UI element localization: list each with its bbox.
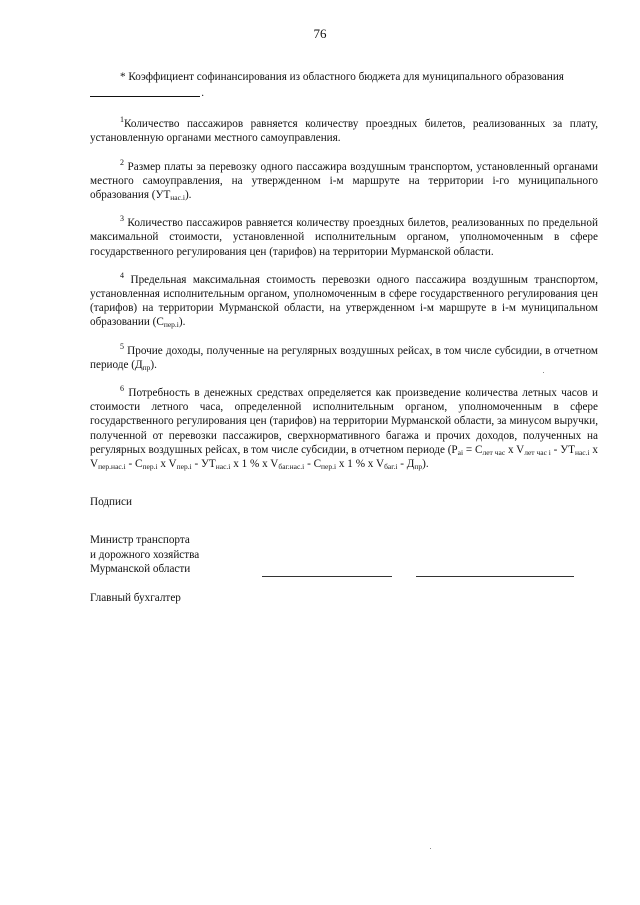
formula-sub: нас.i [215, 462, 231, 472]
formula-text: x V [157, 458, 177, 471]
formula-sub: пер.i [321, 462, 337, 472]
footnote-2-mark: 2 [120, 157, 124, 167]
footnote-3 [90, 216, 598, 259]
footnote-4-text: Предельная максимальная стоимость перевозки одного пассажира воздушным транспортом, установленная исполнительным органом, уполномоченным в сфере государственного регулирования цен (тарифов) на территории Мурманской области, на утвержденном i-м маршруте в i-м муниципальном образовании (С [90, 273, 598, 329]
blank-line-period: . [201, 87, 204, 99]
formula-text: - С [125, 458, 143, 471]
formula-sub: пр [414, 462, 423, 472]
footnote-star-text: Коэффициент софинансирования из областного бюджета для муниципального образования [125, 71, 564, 83]
formula-text: - УТ [550, 443, 575, 456]
name-line [416, 575, 574, 577]
formula-sub: ai [457, 447, 464, 457]
page-number: 76 [313, 26, 327, 41]
signatures-heading: Подписи [90, 496, 132, 509]
footnote-6 [90, 386, 598, 471]
formula-text: = С [463, 443, 483, 456]
footnote-5-sub: пр [142, 362, 151, 372]
footnote-2 [90, 157, 598, 203]
footnote-5 [90, 341, 598, 372]
footnote-3-text: Количество пассажиров равняется количеству проездных билетов, реализованных по предельной максимальной стоимости, установленной исполнительным органом, уполномоченным в сфере государственного регулирования цен (тарифов) на территории Мурманской области. [90, 217, 598, 258]
footnote-star [90, 70, 598, 84]
minister-title-line-2: и дорожного хозяйства [90, 548, 200, 561]
formula-sub: баг.i [384, 462, 398, 472]
minister-title-line-1: Министр транспорта [90, 534, 190, 547]
footnote-4-end: ). [178, 316, 186, 329]
formula-text: - Д [397, 458, 415, 471]
formula-text: - УТ [191, 458, 216, 471]
formula-text: x V [505, 443, 525, 456]
chief-accountant-label: Главный бухгалтер [90, 592, 181, 605]
footnote-3-mark: 3 [120, 214, 124, 224]
footnote-4 [90, 270, 598, 330]
formula-end: ). [422, 458, 429, 471]
formula-sub: нас.i [574, 447, 590, 457]
formula-text: x 1 % x V [336, 458, 385, 471]
formula-text: x V [90, 443, 599, 471]
formula-sub: лет час i [524, 447, 551, 457]
footnote-5-text: Прочие доходы, полученные на регулярных воздушных рейсах, в том числе субсидии, в отчетном периоде (Д [90, 344, 598, 371]
formula-text: x 1 % x V [230, 458, 279, 471]
formula-sub: баг.нас.i [278, 462, 305, 472]
formula-sub: лет час [482, 447, 506, 457]
footnote-4-sub: пер.i [163, 320, 179, 330]
scan-speck [543, 372, 544, 373]
formula-sub: пер.i [142, 462, 158, 472]
footnote-5-mark: 5 [120, 341, 124, 351]
footnote-4-mark: 4 [120, 270, 124, 280]
footnote-2-sub: нас.i [170, 193, 185, 203]
footnote-1-text: Количество пассажиров равняется количеству проездных билетов, реализованных за плату, установленную органами местного самоуправления. [90, 118, 598, 145]
formula-text: - С [304, 458, 322, 471]
formula-sub: пер.i [176, 462, 192, 472]
footnote-star-mark: * [120, 71, 126, 83]
footnote-2-end: ). [184, 189, 192, 202]
signature-line [262, 575, 392, 577]
minister-title-line-3: Мурманской области [90, 562, 191, 575]
minister-signature-block [90, 533, 598, 581]
footnote-6-mark: 6 [120, 384, 124, 394]
footnote-6-text: Потребность в денежных средствах определяется как произведение количества летных часов и стоимости летного часа, определенной исполнительным органом, уполномоченным в сфере государственного регулирования цен (тарифов) на территории Мурманской области, за минусом выручки, полученной от перевозки пассажиров, сверхнормативного багажа и прочих доходов, полученных на регулярных воздушных рейсах, в том числе субсидии, в отчетном периоде (Р [90, 387, 598, 456]
municipality-blank-line [90, 84, 204, 99]
document-body [90, 70, 598, 606]
formula-sub: пер.нас.i [98, 462, 126, 472]
footnote-2-text: Размер платы за перевозку одного пассажира воздушным транспортом, установленный органами местного самоуправления, на утвержденном i-м маршруте на территории i-го муниципального образования (УТ [90, 160, 598, 202]
scan-speck [430, 848, 431, 849]
footnote-1 [90, 117, 598, 145]
footnote-5-end: ). [150, 358, 157, 371]
footnote-1-mark: 1 [120, 115, 124, 125]
